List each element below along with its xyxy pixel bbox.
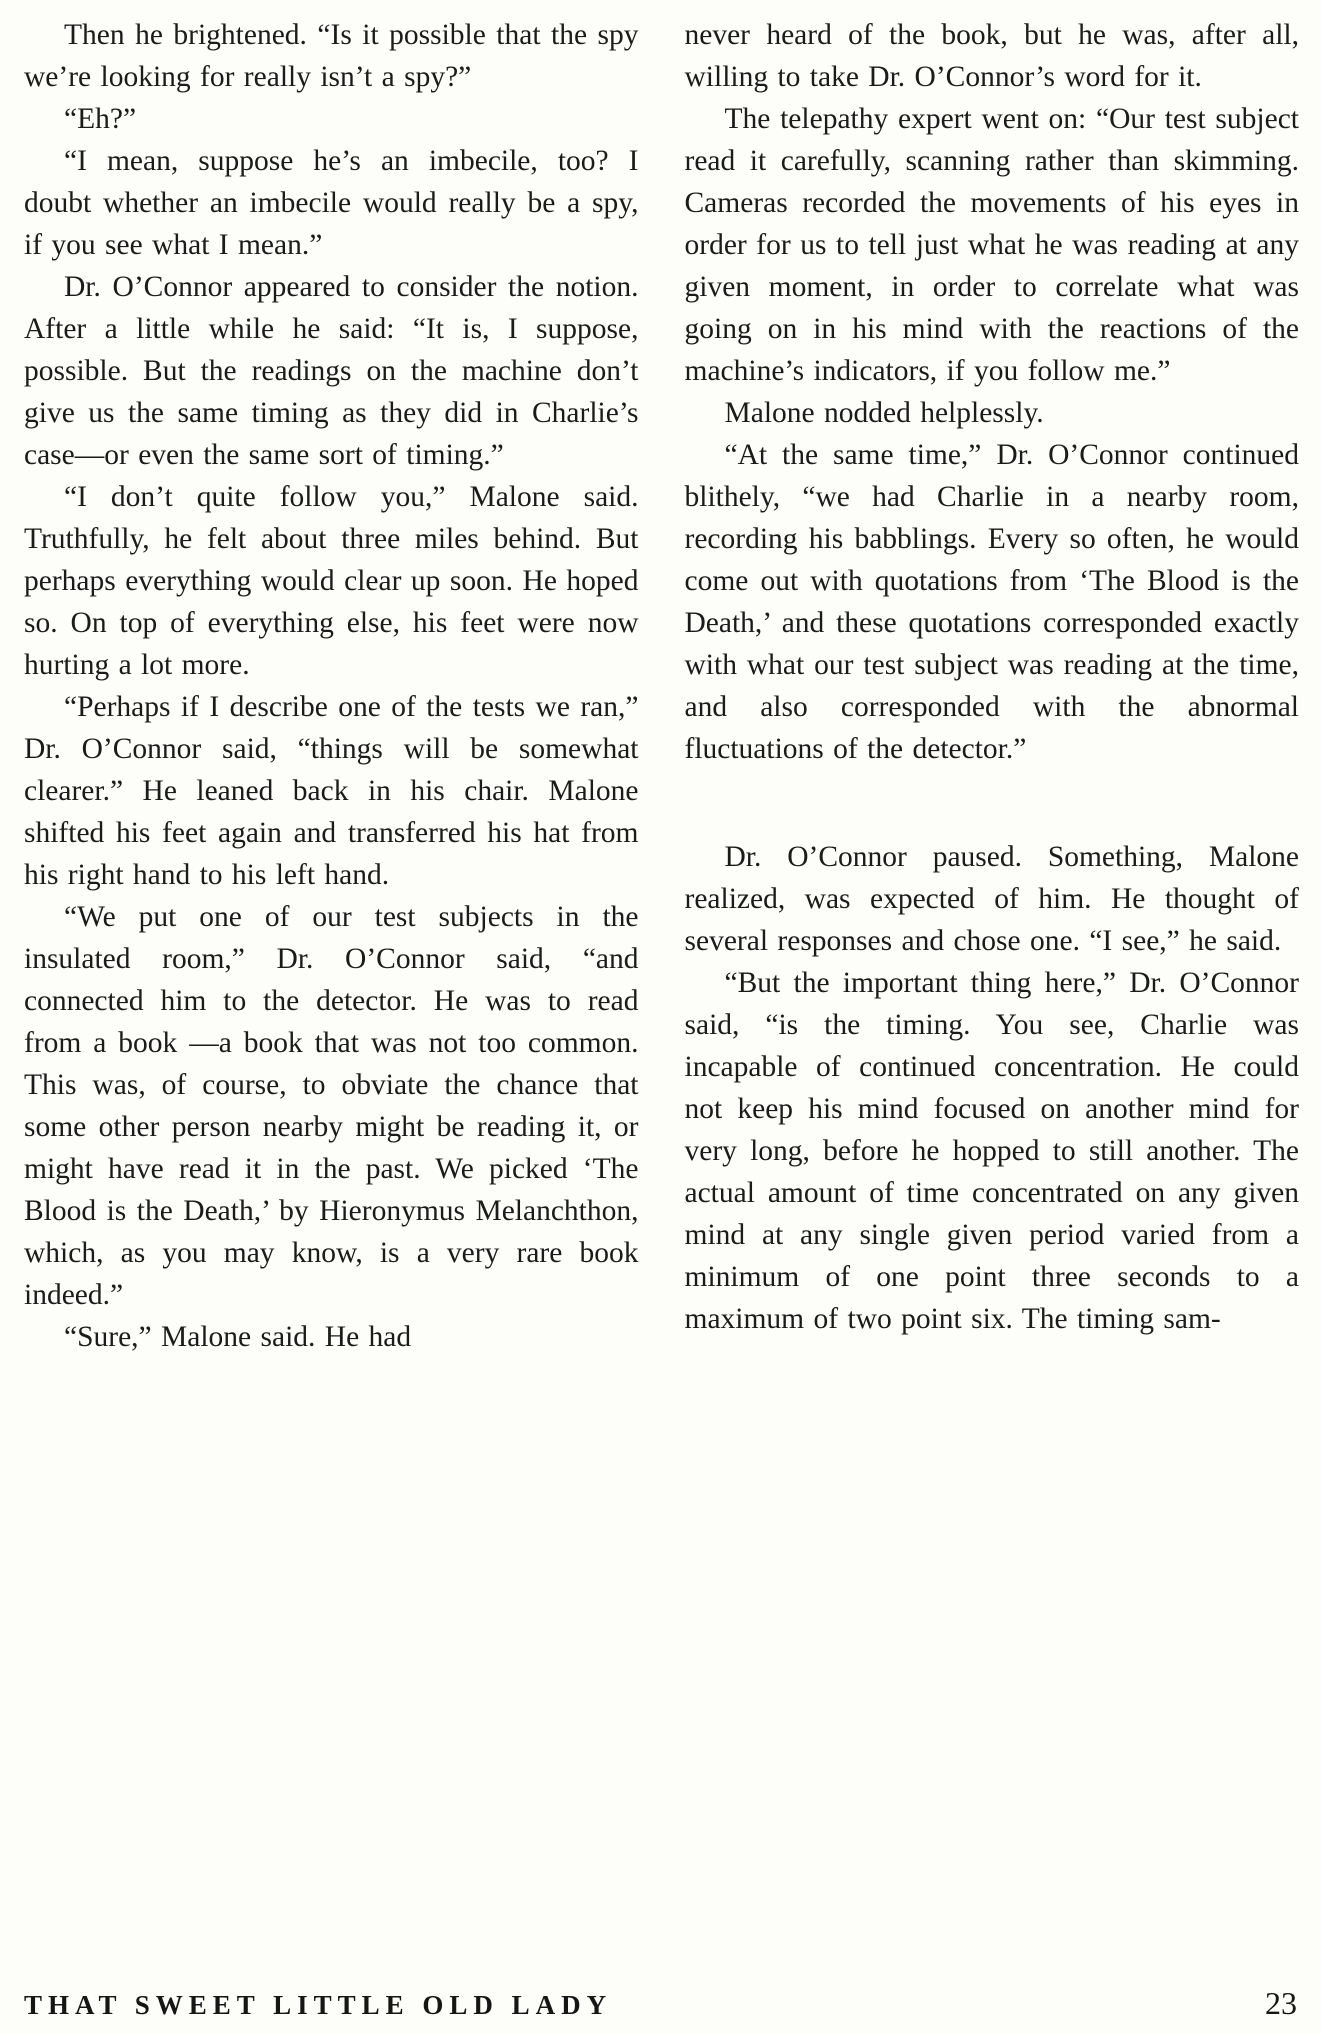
paragraph: “I don’t quite follow you,” Malone said. Truthfully, he felt about three miles behind. But perhaps everything would clear up soon. He hoped so. On top of everything else, his feet were now hurting a lot more. — [24, 481, 639, 681]
paragraph: “Eh?” — [64, 103, 137, 135]
page-number: 23 — [1265, 1985, 1297, 2021]
paragraph: never heard of the book, but he was, after all, willing to take Dr. O’Connor’s word for it. — [684, 19, 1299, 93]
paragraph: “I mean, suppose he’s an imbecile, too? I doubt whether an imbecile would really be a spy, if you see what I mean.” — [24, 145, 639, 261]
paragraph: “At the same time,” Dr. O’Connor continued blithely, “we had Charlie in a nearby room, recording his babblings. Every so often, he would come out with quotations from ‘The Blood is the Death,’ and these quotations corresponded exactly with what our test subject was reading at the time, and also corresponded with the abnormal fluctuations of the detector.” — [684, 439, 1299, 765]
paragraph: “Perhaps if I describe one of the tests we ran,” Dr. O’Connor said, “things will be somewhat clearer.” He leaned back in his chair. Malone shifted his feet again and transferred his hat from his right hand to his left hand. — [24, 691, 639, 891]
paragraph: “But the important thing here,” Dr. O’Connor said, “is the timing. You see, Charlie was incapable of continued concentration. He could not keep his mind focused on another mind for very long, before he hopped to still another. The actual amount of time concentrated on any given mind at any single given period varied from a minimum of one point three seconds to a maximum of two point six. The timing sam- — [684, 967, 1299, 1335]
paragraph: Dr. O’Connor appeared to consider the notion. After a little while he said: “It is, I suppose, possible. But the readings on the machine don’t give us the same timing as they did in Charlie’s case—or even the same sort of timing.” — [24, 271, 639, 471]
right-column — [685, 14, 1300, 1358]
paragraph: The telepathy expert went on: “Our test subject read it carefully, scanning rather than skimming. Cameras recorded the movements of his eyes in order for us to tell just what he was reading at any given moment, in order to correlate what was going on in his mind with the reactions of the machine’s indicators, if you follow me.” — [684, 103, 1299, 387]
running-title: THAT SWEET LITTLE OLD LADY — [24, 1990, 613, 2020]
paragraph: Malone nodded helplessly. — [724, 397, 1044, 429]
paragraph: “Sure,” Malone said. He had — [64, 1321, 412, 1353]
paragraph: Dr. O’Connor paused. Something, Malone realized, was expected of him. He thought of several responses and chose one. “I see,” he said. — [684, 841, 1299, 957]
page-footer — [24, 1985, 1297, 2022]
paragraph: Then he brightened. “Is it possible that the spy we’re looking for really isn’t a spy?” — [24, 19, 639, 93]
left-column — [24, 14, 639, 1358]
paragraph: “We put one of our test subjects in the insulated room,” Dr. O’Connor said, “and connected him to the detector. He was to read from a book —a book that was not too common. This was, of course, to obviate the chance that some other person nearby might be reading it, or might have read it in the past. We picked ‘The Blood is the Death,’ by Hieronymus Melanchthon, which, as you may know, is a very rare book indeed.” — [24, 901, 639, 1311]
